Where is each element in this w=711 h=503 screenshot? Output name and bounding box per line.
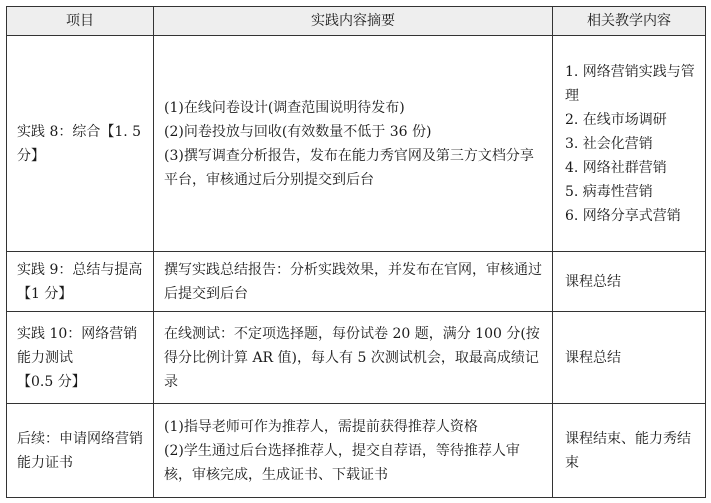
project-text: 【0.5 分】 — [17, 373, 86, 390]
related-item: 5. 病毒性营销 — [565, 183, 653, 200]
content-line: 在线测试：不定项选择题，每份试卷 20 题，满分 100 分(按得分比例计算 AR 值)，每人有 5 次测试机会，取最高成绩记录 — [164, 325, 540, 390]
content-cell — [154, 312, 553, 404]
related-cell — [553, 312, 706, 404]
related-cell — [553, 404, 706, 498]
content-line: (1)在线问卷设计(调查范围说明待发布) — [164, 99, 405, 116]
table-row — [7, 36, 706, 252]
project-cell — [7, 252, 154, 312]
project-text: 实践 9：总结与提高【1 分】 — [17, 261, 143, 302]
related-item: 课程结束、能力秀结束 — [565, 430, 691, 471]
table-row — [7, 404, 706, 498]
header-content: 实践内容摘要 — [154, 7, 553, 36]
content-line: (1)指导老师可作为推荐人，需提前获得推荐人资格 — [164, 418, 478, 435]
related-item: 2. 在线市场调研 — [565, 111, 667, 128]
related-cell — [553, 36, 706, 252]
content-cell — [154, 252, 553, 312]
project-cell — [7, 312, 154, 404]
related-item: 课程总结 — [565, 349, 621, 366]
project-text: 实践 10：网络营销能力测试 — [17, 325, 138, 366]
related-item: 3. 社会化营销 — [565, 135, 653, 152]
practice-table — [6, 6, 706, 498]
project-cell — [7, 36, 154, 252]
content-line: (3)撰写调查分析报告，发布在能力秀官网及第三方文档分享平台，审核通过后分别提交到后台 — [164, 147, 534, 188]
table-row — [7, 252, 706, 312]
related-item: 课程总结 — [565, 273, 621, 290]
table-row — [7, 312, 706, 404]
table-header-row — [7, 7, 706, 36]
related-item: 4. 网络社群营销 — [565, 159, 667, 176]
content-line: 撰写实践总结报告：分析实践效果，并发布在官网，审核通过后提交到后台 — [164, 261, 542, 302]
content-line: (2)学生通过后台选择推荐人，提交自荐语，等待推荐人审核，审核完成，生成证书、下载证书 — [164, 442, 520, 483]
header-related: 相关教学内容 — [553, 7, 706, 36]
project-text: 实践 8：综合【1. 5 分】 — [17, 123, 142, 164]
project-cell — [7, 404, 154, 498]
project-text: 后续：申请网络营销能力证书 — [17, 430, 143, 471]
related-cell — [553, 252, 706, 312]
content-cell — [154, 36, 553, 252]
related-item: 1. 网络营销实践与管理 — [565, 63, 695, 104]
content-line: (2)问卷投放与回收(有效数量不低于 36 份) — [164, 123, 432, 140]
related-item: 6. 网络分享式营销 — [565, 207, 681, 224]
content-cell — [154, 404, 553, 498]
header-project: 项目 — [7, 7, 154, 36]
